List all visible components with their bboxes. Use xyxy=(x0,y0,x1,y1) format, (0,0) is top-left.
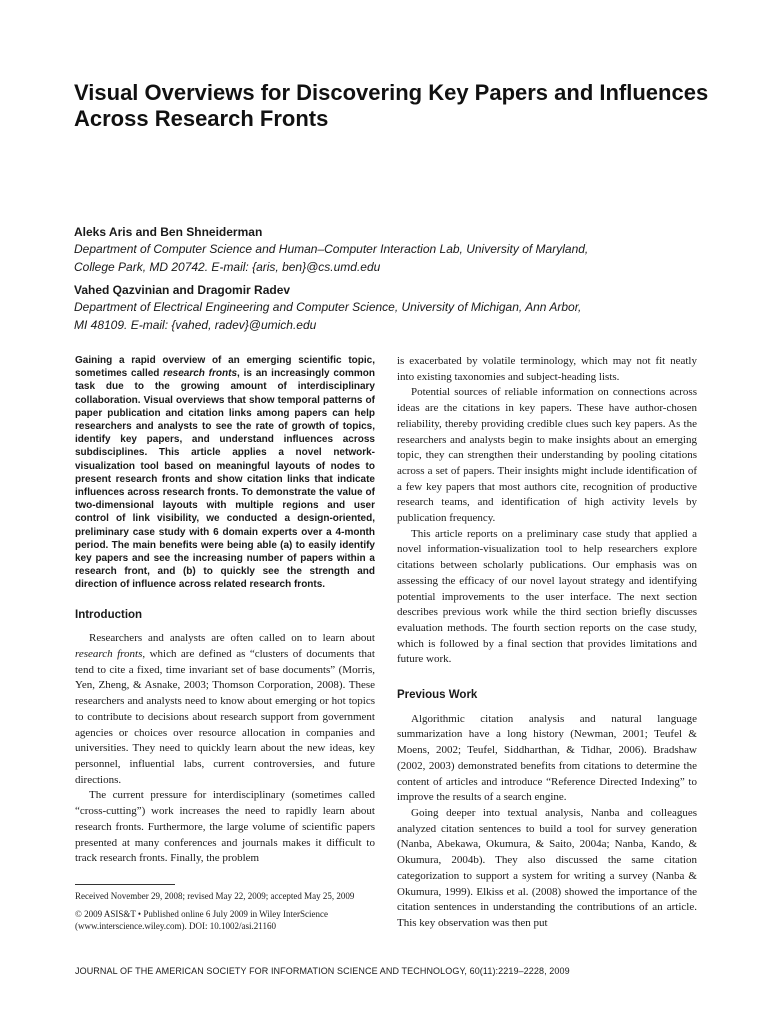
abstract-text: Gaining a rapid overview of an emerging scientific topic, sometimes called xyxy=(75,355,375,380)
author-affiliation-contact: MI 48109. E-mail: {vahed, radev}@umich.edu xyxy=(74,318,317,332)
paragraph xyxy=(75,631,375,788)
author-affiliation: Department of Electrical Engineering and Computer Science, University of Michigan, Ann Arbor, xyxy=(74,300,582,314)
section-heading-introduction: Introduction xyxy=(75,608,143,621)
author-block-1 xyxy=(74,224,714,276)
abstract-text: , is an increasingly common task due to the growing amount of interdisciplinary collaboration. Visual overviews that show temporal patterns of paper publication and citation links among papers can help researchers and analysts to see the rate of growth of topics, identify key papers, and understand influences across subdisciplines. This article applies a novel network-visualization tool based on meaningful layouts of nodes to present research fronts and show citation links that indicate influences across research fronts. To demonstrate the value of two-dimensional layouts with multiple regions and user control of link visibility, we conducted a design-oriented, preliminary case study with 6 domain experts over a 4-month period. The main benefits were being able (a) to easily identify key papers and see the increasing number of papers within a research front, and (b) to quickly see the strength and direction of influence across related research fronts. xyxy=(75,368,375,591)
author-names: Aleks Aris and Ben Shneiderman xyxy=(74,225,263,239)
paragraph: The current pressure for interdisciplinary (sometimes called “cross-cutting”) work increases the need to rapidly learn about research fronts. Furthermore, the large volume of scientific papers presented at many conferences and journals makes it difficult to track research fronts. Finally, the problem xyxy=(75,789,375,865)
author-affiliation: Department of Computer Science and Human–Computer Interaction Lab, University of Maryland, xyxy=(74,242,589,256)
abstract-term: research fronts xyxy=(163,368,238,380)
author-names: Vahed Qazvinian and Dragomir Radev xyxy=(74,283,291,297)
author-affiliation-contact: College Park, MD 20742. E-mail: {aris, ben}@cs.umd.edu xyxy=(74,260,381,274)
copyright-notice: © 2009 ASIS&T • Published online 6 July 2009 in Wiley InterScience (www.interscience.wiley.com). DOI: 10.1002/asi.21160 xyxy=(75,909,329,931)
paragraph: is exacerbated by volatile terminology, which may not fit neatly into existing taxonomies and subject-heading lists. xyxy=(397,355,697,383)
article-title: Visual Overviews for Discovering Key Papers and Influences Across Research Fronts xyxy=(74,80,709,131)
received-dates: Received November 29, 2008; revised May 22, 2009; accepted May 25, 2009 xyxy=(75,891,355,901)
author-block-2 xyxy=(74,282,714,334)
footnotes xyxy=(75,890,375,938)
section-heading-previous-work: Previous Work xyxy=(397,689,478,702)
left-column xyxy=(75,354,375,867)
footnote-divider xyxy=(75,884,175,885)
right-column xyxy=(397,354,697,932)
paragraph: Potential sources of reliable information on connections across ideas are the citations in key papers. These have author-chosen reliability, thereby providing credible clues such key papers. As the researchers and analysts begin to make insights about an emerging topic, they can strengthen their understanding by pooling citations across a set of papers. Their insights might include identification of a few key papers that most authors cite, recognition of productive research teams, and identification of high activity levels by publication frequency. xyxy=(397,386,697,525)
paragraph: Going deeper into textual analysis, Nanba and colleagues analyzed citation sentences to build a tool for survey generation (Nanba, Abekawa, Okumura, & Saito, 2004a; Nanba, Kando, & Okumura, 2004b). They also discussed the same citation categorization to support a system for writing a survey (Nanba & Okumura, 1999). Elkiss et al. (2008) showed the importance of the citation sentences in understanding the contributions of an article. This key observation was then put xyxy=(397,806,697,929)
paragraph: Algorithmic citation analysis and natural language summarization have a long history (Newman, 2001; Teufel & Moens, 2002; Teufel, Siddharthan, & Tidhar, 2006). Bradshaw (2002, 2003) demonstrated benefits from citations to determine the content of articles and introduce “Reference Directed Indexing” to improve the results of a search engine. xyxy=(397,712,697,804)
paragraph: This article reports on a preliminary case study that applied a novel information-visualization tool to help researchers explore citations between scholarly publications. Our emphasis was on assessing the efficacy of our novel layout strategy and identifying potential improvements to the user interface. The next section describes previous work while the third section briefly discusses evaluation methods. The fourth section reports on the case study, which is followed by a final section that provides limitations and future work. xyxy=(397,527,697,666)
paragraph-text: , which are defined as “clusters of documents that tend to cite a fixed, time invariant set of base documents” (Morris, Yen, Zheng, & Asnake, 2003; Thomson Corporation, 2008). These researchers and analysts need to know about emerging or hot topics to contribute to decisions about research support from government agencies or choices over resource allocation in companies and universities. They need to quickly learn about the new ideas, key personnel, influential labs, current controversies, and future directions. xyxy=(75,648,375,786)
abstract xyxy=(75,354,375,592)
paragraph-text: Researchers and analysts are often called on to learn about xyxy=(89,632,375,645)
running-footer: JOURNAL OF THE AMERICAN SOCIETY FOR INFORMATION SCIENCE AND TECHNOLOGY, 60(11):2219–2228, 2009 xyxy=(75,966,570,976)
paragraph-term: research fronts xyxy=(75,648,143,661)
